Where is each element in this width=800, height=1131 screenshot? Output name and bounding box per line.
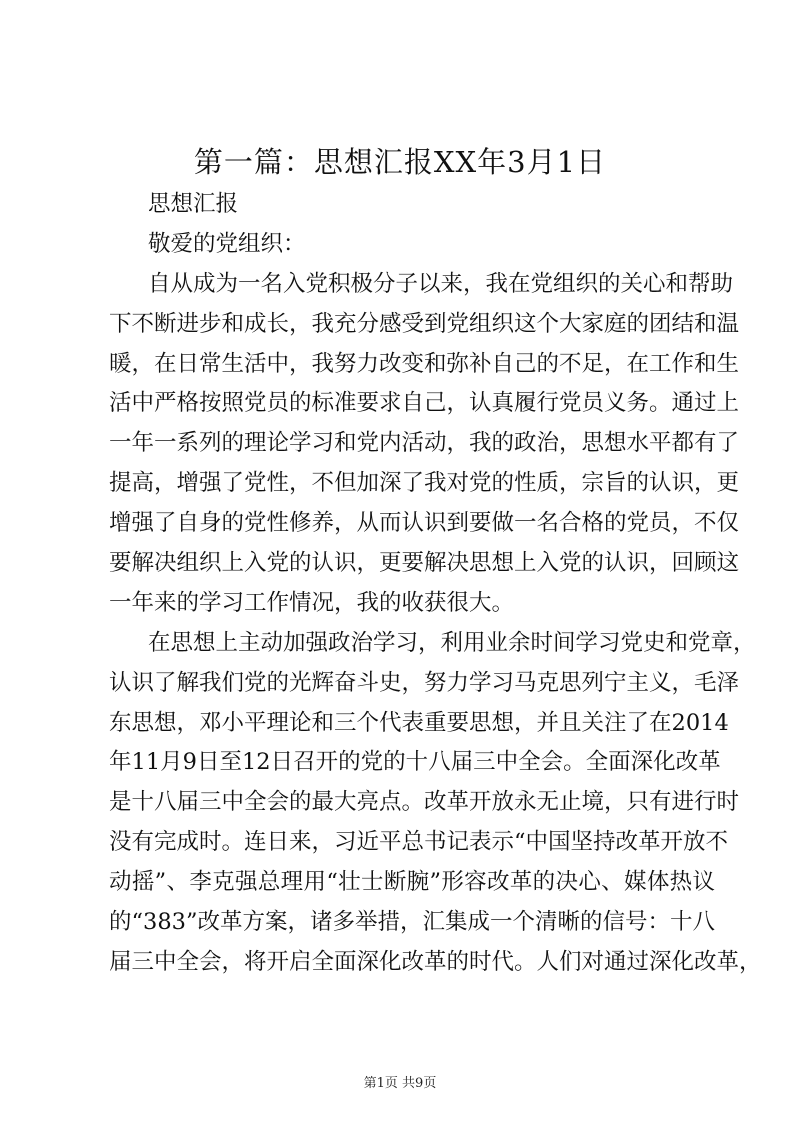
- text-line: 思想汇报: [148, 191, 239, 217]
- page-footer: 第1页 共9页: [363, 1076, 437, 1091]
- text-line: 在思想上主动加强政治学习，利用业余时间学习党史和党章，: [148, 629, 756, 656]
- text-line: 东思想，邓小平理论和三个代表重要思想，并且关注了在2014: [109, 709, 729, 736]
- text-line: 提高，增强了党性，不但加深了我对党的性质，宗旨的认识，更: [109, 470, 740, 497]
- text-line: 动摇”、李克强总理用“壮士断腕”形容改革的决心、媒体热议: [109, 869, 715, 896]
- text-line: 年11月9日至12日召开的党的十八届三中全会。全面深化改革: [109, 749, 721, 776]
- text-line: 敬爱的党组织：: [148, 230, 306, 257]
- text-line: 没有完成时。连日来，习近平总书记表示“中国坚持改革开放不: [109, 829, 729, 856]
- text-line: 暖，在日常生活中，我努力改变和弥补自己的不足，在工作和生: [109, 350, 740, 377]
- text-line: 一年来的学习工作情况，我的收获很大。: [109, 589, 515, 616]
- text-line: 是十八届三中全会的最大亮点。改革开放永无止境，只有进行时: [109, 789, 740, 816]
- text-line: 自从成为一名入党积极分子以来，我在党组织的关心和帮助: [148, 270, 734, 297]
- text-line: 认识了解我们党的光辉奋斗史，努力学习马克思列宁主义，毛泽: [109, 669, 740, 696]
- document-body: [109, 185, 762, 983]
- text-line: 的“383”改革方案，诸多举措，汇集成一个清晰的信号：十八: [109, 909, 715, 936]
- text-line: 下不断进步和成长，我充分感受到党组织这个大家庭的团结和温: [109, 310, 740, 337]
- text-line: 增强了自身的党性修养，从而认识到要做一名合格的党员，不仅: [109, 510, 740, 537]
- text-line: 届三中全会，将开启全面深化改革的时代。人们对通过深化改革，: [109, 948, 762, 975]
- text-line: 要解决组织上入党的认识，更要解决思想上入党的认识，回顾这: [109, 550, 740, 577]
- document-title: 第一篇：思想汇报XX年3月1日: [193, 145, 607, 179]
- text-line: 活中严格按照党员的标准要求自己，认真履行党员义务。通过上: [109, 390, 740, 417]
- text-line: 一年一系列的理论学习和党内活动，我的政治，思想水平都有了: [109, 430, 740, 457]
